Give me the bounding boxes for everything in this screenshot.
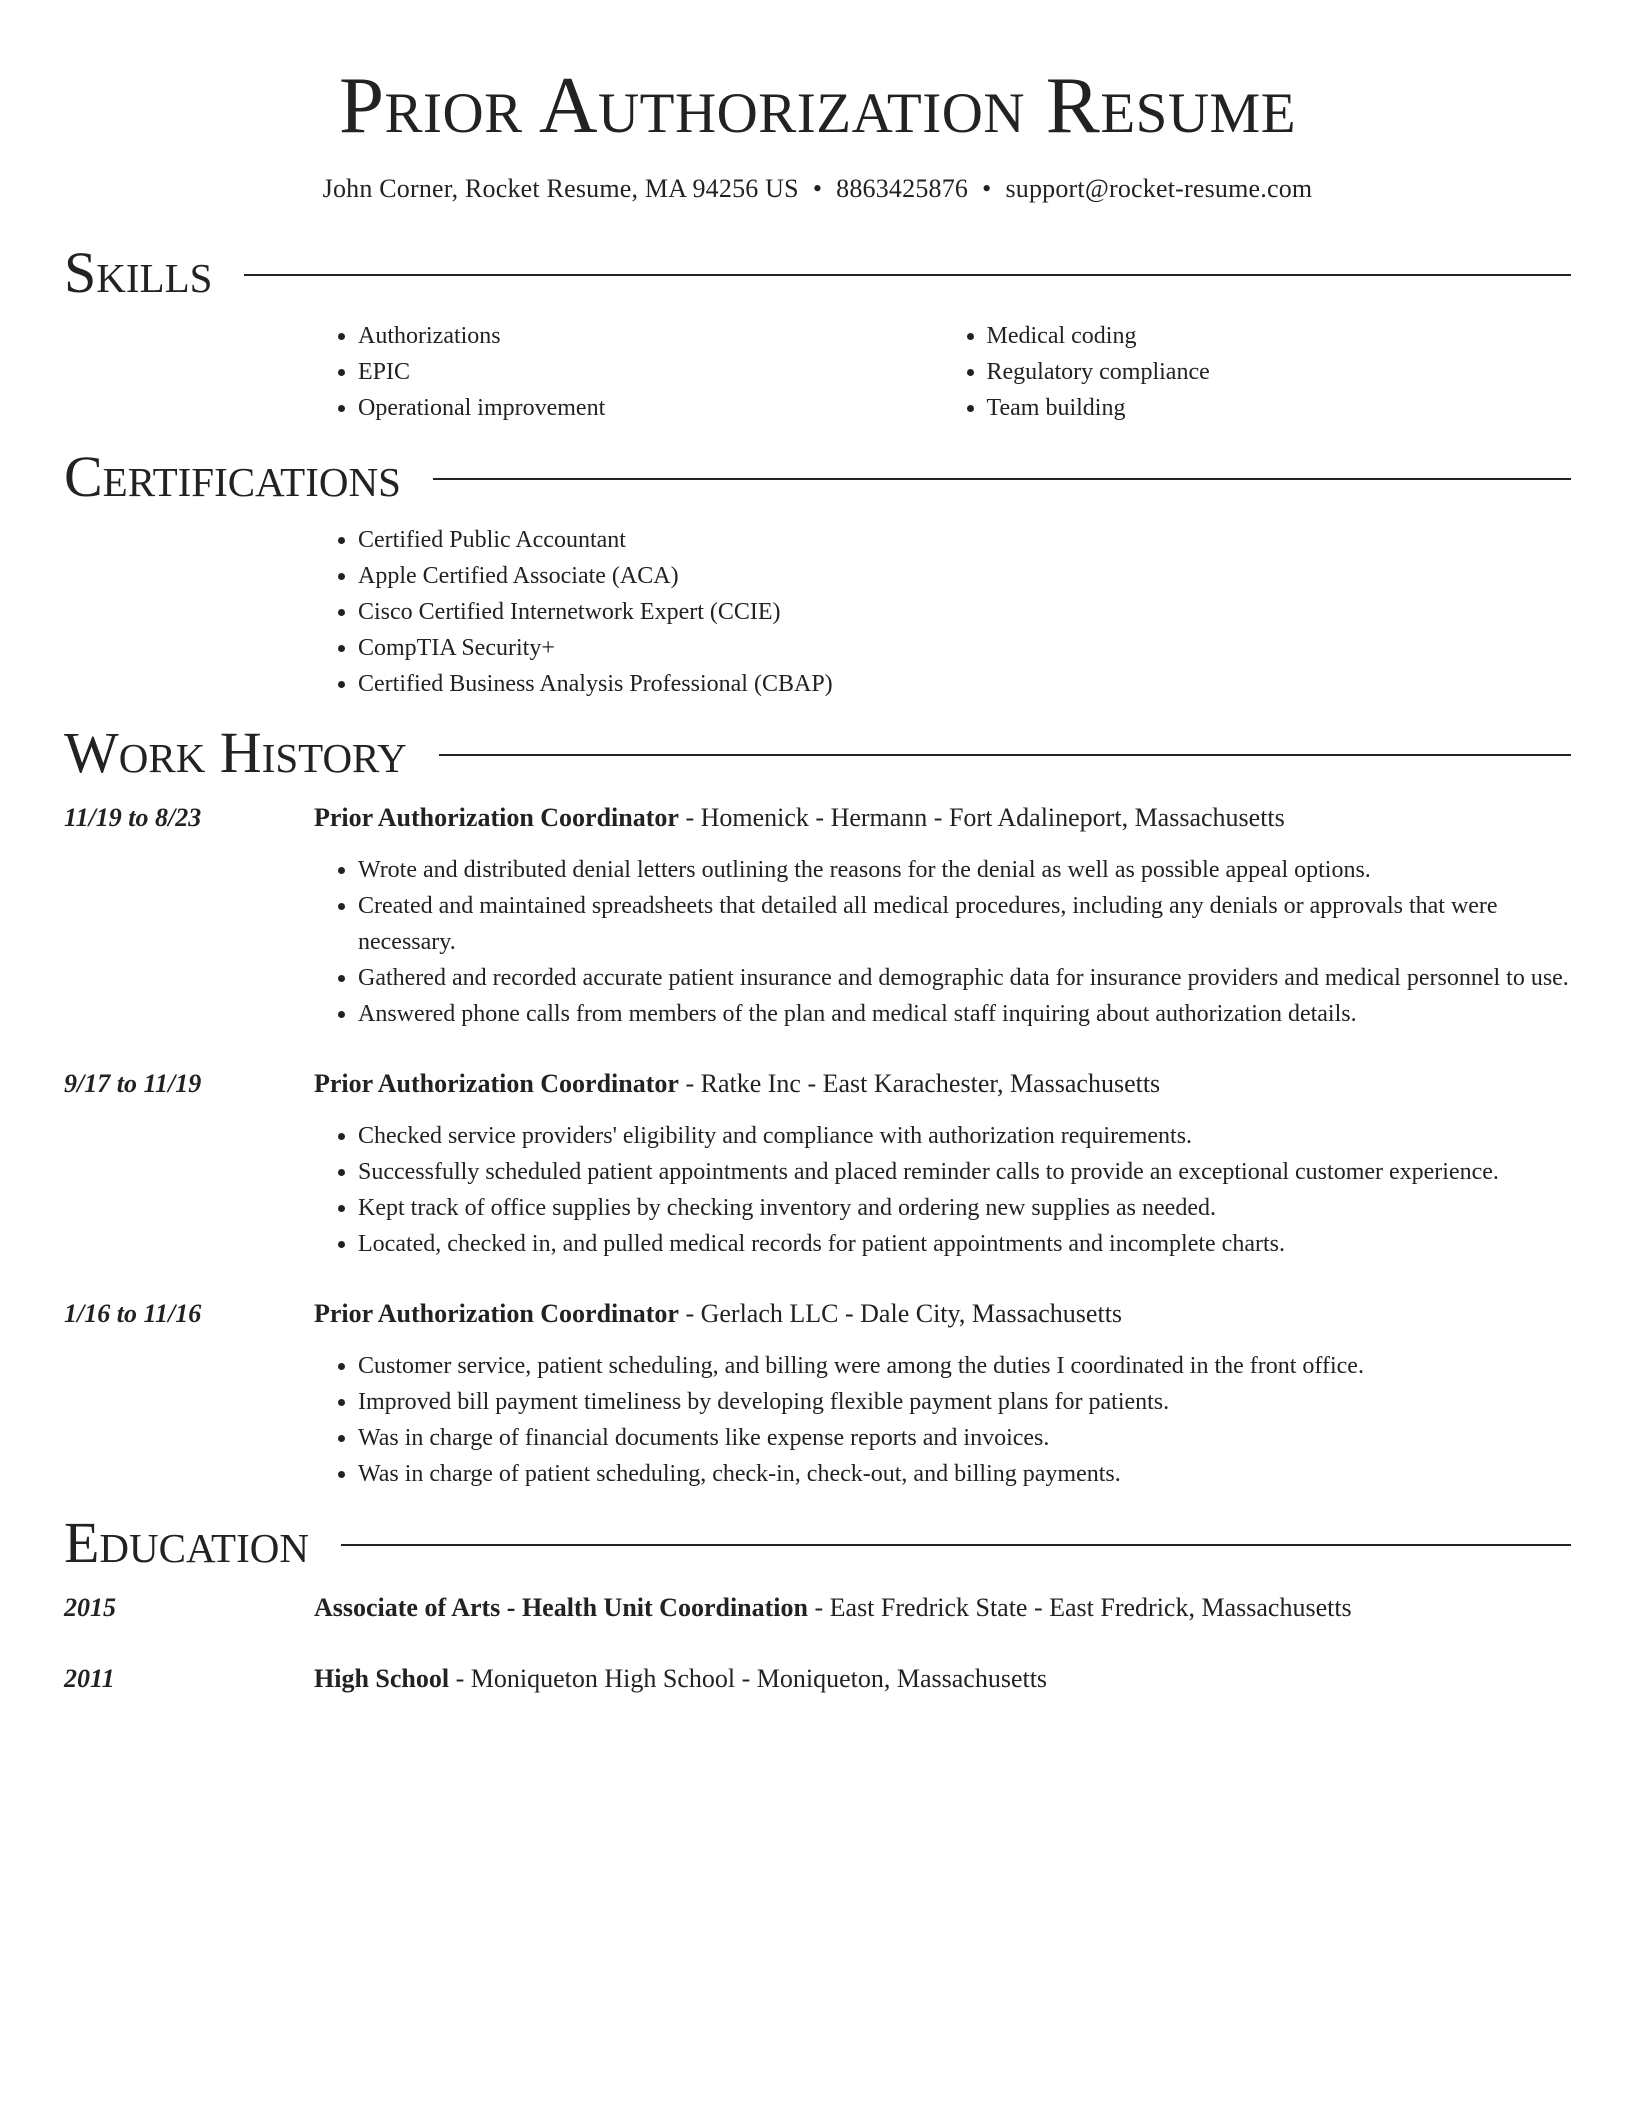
job-title: Prior Authorization Coordinator bbox=[314, 1299, 679, 1328]
education-school: - East Fredrick State - East Fredrick, Massachusetts bbox=[807, 1593, 1352, 1622]
education-heading: Education bbox=[64, 1510, 309, 1575]
education-heading-line bbox=[314, 1661, 1047, 1697]
skill-item: • EPIC bbox=[358, 354, 943, 390]
education-degree: Associate of Arts - Health Unit Coordination bbox=[314, 1593, 808, 1622]
job-employer: - Ratke Inc - East Karachester, Massachusetts bbox=[678, 1069, 1161, 1098]
skills-section-header bbox=[64, 240, 1571, 306]
contact-address: John Corner, Rocket Resume, MA 94256 US bbox=[322, 174, 799, 203]
certifications-list bbox=[64, 522, 1571, 702]
job-title: Prior Authorization Coordinator bbox=[314, 803, 679, 832]
education-heading-line bbox=[314, 1590, 1352, 1626]
education-entry bbox=[64, 1590, 1571, 1626]
job-dates: 11/19 to 8/23 bbox=[64, 803, 202, 832]
certifications-section-header bbox=[64, 444, 1571, 510]
education-year: 2015 bbox=[64, 1593, 116, 1622]
section-divider bbox=[439, 754, 1571, 756]
work-history-section-header bbox=[64, 720, 1571, 786]
skill-item: • Medical coding bbox=[987, 318, 1572, 354]
page-title: Prior Authorization Resume bbox=[338, 60, 1297, 150]
education-school: - Moniqueton High School - Moniqueton, Massachusetts bbox=[449, 1664, 1048, 1693]
job-duty: • Answered phone calls from members of the plan and medical staff inquiring about authorization details. bbox=[358, 996, 1571, 1032]
resume-page bbox=[64, 0, 1571, 1697]
contact-separator: • bbox=[812, 174, 823, 203]
skills-heading: Skills bbox=[64, 240, 213, 305]
skills-column-right bbox=[943, 318, 1572, 426]
job-dates: 9/17 to 11/19 bbox=[64, 1069, 202, 1098]
job-entry bbox=[64, 800, 1571, 1032]
job-duty: • Was in charge of financial documents like expense reports and invoices. bbox=[358, 1420, 1571, 1456]
certification-item: • Apple Certified Associate (ACA) bbox=[358, 558, 1571, 594]
certification-item: • Certified Business Analysis Professional (CBAP) bbox=[358, 666, 1571, 702]
job-employer: - Gerlach LLC - Dale City, Massachusetts bbox=[678, 1299, 1123, 1328]
skill-item: • Regulatory compliance bbox=[987, 354, 1572, 390]
skills-list bbox=[64, 318, 1571, 426]
skill-item: • Authorizations bbox=[358, 318, 943, 354]
education-year: 2011 bbox=[64, 1664, 115, 1693]
education-entry bbox=[64, 1661, 1571, 1697]
contact-line bbox=[64, 172, 1571, 206]
certification-item: • CompTIA Security+ bbox=[358, 630, 1571, 666]
contact-separator: • bbox=[982, 174, 992, 203]
job-heading bbox=[314, 1066, 1160, 1102]
job-duty: • Created and maintained spreadsheets that detailed all medical procedures, including any denials or approvals that were necessary. bbox=[358, 888, 1571, 960]
education-section-header bbox=[64, 1510, 1571, 1576]
section-divider bbox=[244, 274, 1571, 276]
job-duty: • Successfully scheduled patient appointments and placed reminder calls to provide an exceptional customer experience. bbox=[358, 1154, 1571, 1190]
job-duty: • Was in charge of patient scheduling, check-in, check-out, and billing payments. bbox=[358, 1456, 1571, 1492]
work-history-heading: Work History bbox=[64, 720, 407, 785]
certification-item: • Cisco Certified Internetwork Expert (CCIE) bbox=[358, 594, 1571, 630]
job-title: Prior Authorization Coordinator bbox=[314, 1069, 679, 1098]
job-duty: • Located, checked in, and pulled medical records for patient appointments and incomplete charts. bbox=[358, 1226, 1571, 1262]
skill-item: • Operational improvement bbox=[358, 390, 943, 426]
job-duty: • Wrote and distributed denial letters outlining the reasons for the denial as well as possible appeal options. bbox=[358, 852, 1571, 888]
section-divider bbox=[433, 478, 1571, 480]
job-duty: • Customer service, patient scheduling, and billing were among the duties I coordinated in the front office. bbox=[358, 1348, 1571, 1384]
skills-column-left bbox=[314, 318, 943, 426]
education-degree: High School bbox=[314, 1664, 450, 1693]
job-heading bbox=[314, 800, 1285, 836]
skill-item: • Team building bbox=[987, 390, 1572, 426]
job-entry bbox=[64, 1296, 1571, 1492]
section-divider bbox=[341, 1544, 1571, 1546]
contact-phone: 8863425876 bbox=[836, 174, 969, 203]
job-dates: 1/16 to 11/16 bbox=[64, 1299, 202, 1328]
job-duty: • Checked service providers' eligibility and compliance with authorization requirements. bbox=[358, 1118, 1571, 1154]
job-duty: • Kept track of office supplies by checking inventory and ordering new supplies as needed. bbox=[358, 1190, 1571, 1226]
job-heading bbox=[314, 1296, 1122, 1332]
certification-item: • Certified Public Accountant bbox=[358, 522, 1571, 558]
job-employer: - Homenick - Hermann - Fort Adalineport, Massachusetts bbox=[678, 803, 1285, 832]
contact-email[interactable]: support@rocket-resume.com bbox=[1005, 174, 1313, 203]
job-entry bbox=[64, 1066, 1571, 1262]
certifications-heading: Certifications bbox=[64, 444, 401, 509]
job-duty: • Improved bill payment timeliness by developing flexible payment plans for patients. bbox=[358, 1384, 1571, 1420]
job-duty: • Gathered and recorded accurate patient insurance and demographic data for insurance providers and medical personnel to use. bbox=[358, 960, 1571, 996]
